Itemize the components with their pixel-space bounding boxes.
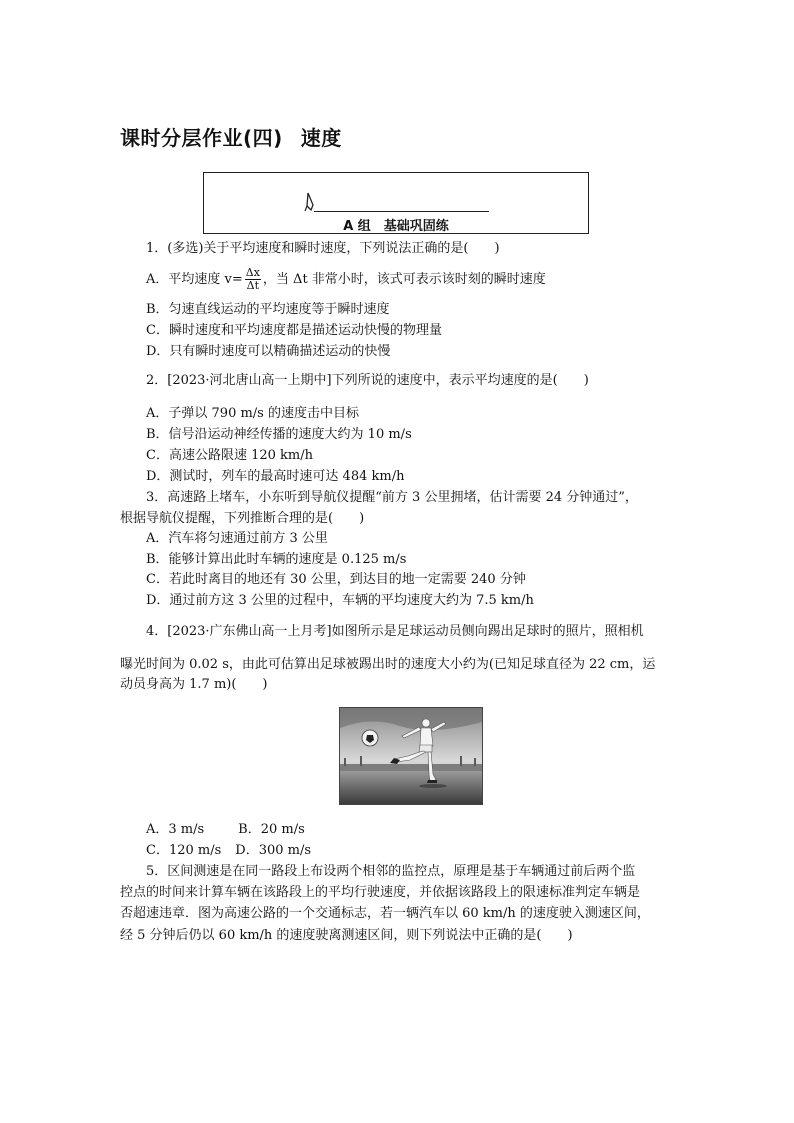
- q1-option-a: [146, 265, 546, 295]
- page-title: [120, 122, 342, 151]
- q4-stem-line1: 4．[2023·广东佛山高一上月考]如图所示是足球运动员侧向踢出足球时的照片，照相机: [146, 624, 644, 639]
- q1-fraction: [245, 267, 261, 292]
- q1-option-b: B．匀速直线运动的平均速度等于瞬时速度: [146, 302, 390, 317]
- q2-option-c: C．高速公路限速 120 km/h: [146, 448, 313, 463]
- soccer-photo: [339, 707, 483, 805]
- title-main: 课时分层作业(四): [120, 126, 283, 150]
- soccer-player-image: [340, 708, 482, 804]
- q2-option-a: A．子弹以 790 m/s 的速度击中目标: [146, 406, 359, 421]
- pen-icon: [304, 191, 318, 213]
- q1-fraction-numerator: Δx: [245, 266, 260, 279]
- q3-stem-line2: 根据导航仪提醒，下列推断合理的是( ): [120, 511, 365, 526]
- q1-option-a-post: ，当 Δt 非常小时，该式可表示该时刻的瞬时速度: [262, 272, 546, 287]
- q5-line1: 5．区间测速是在同一路段上布设两个相邻的监控点，原理是基于车辆通过前后两个监: [146, 864, 636, 879]
- q5-line4: 经 5 分钟后仍以 60 km/h 的速度驶离测速区间，则下列说法中正确的是( ): [120, 928, 573, 943]
- q1-fraction-denominator: Δt: [246, 279, 260, 292]
- q1-stem: 1．(多选)关于平均速度和瞬时速度，下列说法正确的是( ): [146, 241, 500, 256]
- title-sub: 速度: [300, 126, 342, 150]
- section-header-box: [203, 172, 589, 234]
- q4-option-c: C．120 m/s: [146, 843, 222, 858]
- q4-stem-line2: 曝光时间为 0.02 s，由此可估算出足球被踢出时的速度大小约为(已知足球直径为 22 cm，运: [120, 657, 656, 672]
- section-label: A 组 基础巩固练: [343, 219, 449, 234]
- q2-option-b: B．信号沿运动神经传播的速度大约为 10 m/s: [146, 427, 412, 442]
- q1-option-d: D．只有瞬时速度可以精确描述运动的快慢: [146, 344, 391, 359]
- q4-options-row1: [146, 820, 305, 840]
- q4-option-a: A．3 m/s: [146, 822, 205, 837]
- q3-stem-line1: 3．高速路上堵车，小东听到导航仪提醒“前方 3 公里拥堵，估计需要 24 分钟通过”，: [146, 490, 638, 505]
- q3-option-a: A．汽车将匀速通过前方 3 公里: [146, 531, 328, 546]
- q1-option-a-pre: A．平均速度 v=: [146, 272, 243, 287]
- q4-option-b: B．20 m/s: [238, 822, 305, 837]
- q5-line2: 控点的时间来计算车辆在该路段上的平均行驶速度，并依据该路段上的限速标准判定车辆是: [120, 885, 641, 900]
- q5-line3: 否超速违章．图为高速公路的一个交通标志，若一辆汽车以 60 km/h 的速度驶入测速区间，: [120, 906, 650, 921]
- q4-options-row2: [146, 841, 311, 861]
- q1-option-c: C．瞬时速度和平均速度都是描述运动快慢的物理量: [146, 323, 442, 338]
- q3-option-d: D．通过前方这 3 公里的过程中，车辆的平均速度大约为 7.5 km/h: [146, 593, 534, 608]
- q2-stem: 2．[2023·河北唐山高一上期中]下列所说的速度中，表示平均速度的是( ): [146, 373, 589, 388]
- q2-option-d: D．测试时，列车的最高时速可达 484 km/h: [146, 469, 405, 484]
- q4-option-d: D．300 m/s: [235, 843, 312, 858]
- section-rule: [314, 211, 489, 212]
- q4-stem-line3: 动员身高为 1.7 m)( ): [120, 677, 268, 692]
- q3-option-b: B．能够计算出此时车辆的速度是 0.125 m/s: [146, 552, 407, 567]
- q3-option-c: C．若此时离目的地还有 30 公里，到达目的地一定需要 240 分钟: [146, 572, 526, 587]
